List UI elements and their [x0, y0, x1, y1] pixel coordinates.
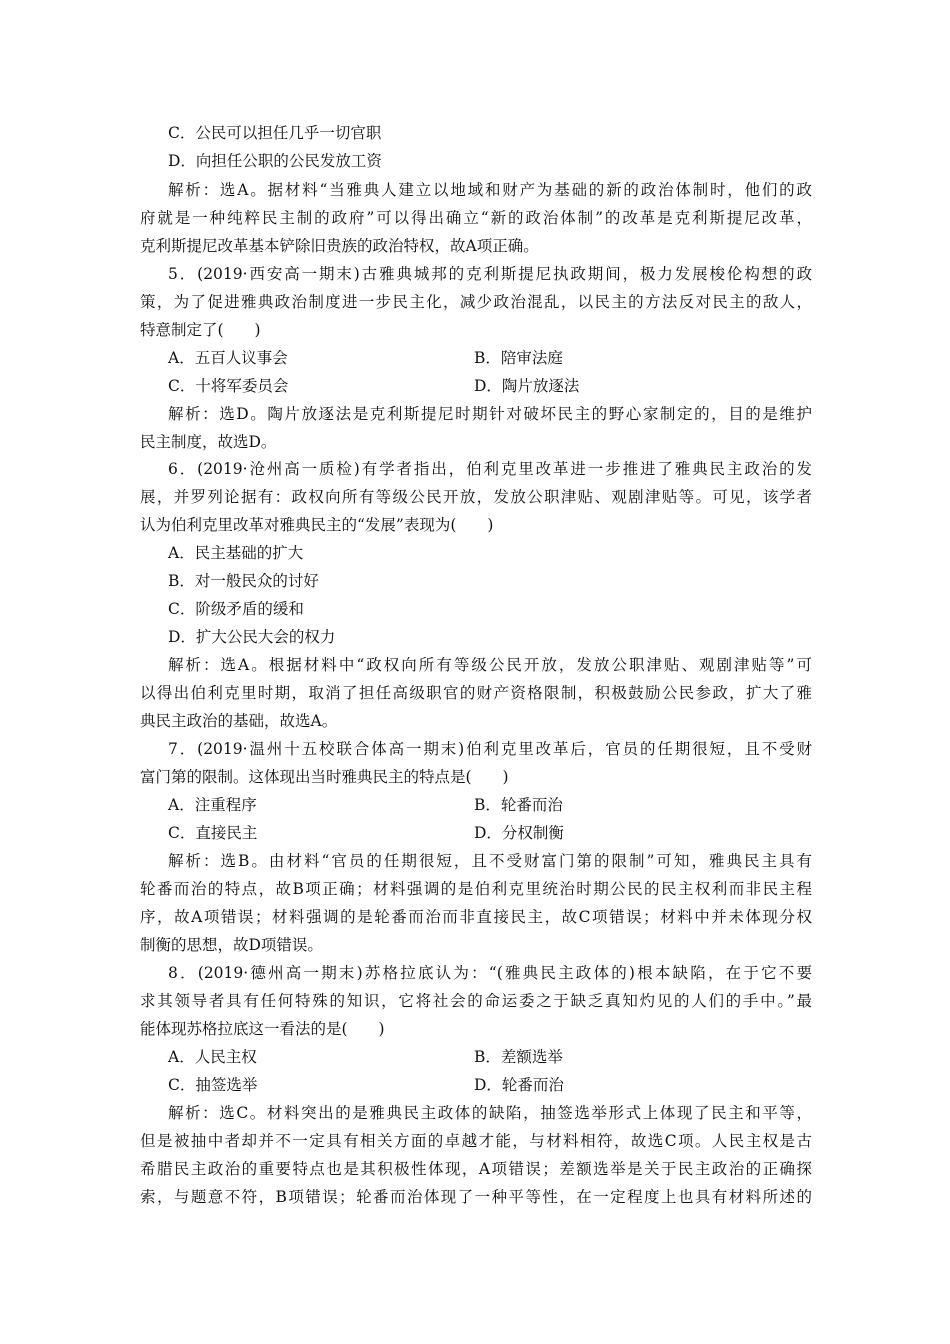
option-c: C．阶级矛盾的缓和: [168, 600, 304, 618]
analysis-text: 以得出伯利克里时期，取消了担任高级职官的财产资格限制，积极鼓励公民参政，扩大了雅: [140, 684, 812, 702]
question-5-stem: 策，为了促进雅典政治制度进一步民主化，减少政治混乱，以民主的方法反对民主的敌人，: [140, 293, 812, 311]
analysis-text: 解析：选A。据材料“当雅典人建立以地域和财产为基础的新的政治体制时，他们的政: [168, 181, 812, 199]
question-8-stem: 能体现苏格拉底这一看法的是( ): [140, 1020, 385, 1038]
option-c: C．十将军委员会: [168, 377, 289, 395]
question-6-stem: 展，并罗列论据有：政权向所有等级公民开放，发放公职津贴、观剧津贴等。可见，该学者: [140, 488, 812, 506]
option-b: B．陪审法庭: [474, 349, 563, 367]
analysis-text: 解析：选C。材料突出的是雅典民主政体的缺陷，抽签选举形式上体现了民主和平等，: [168, 1104, 812, 1122]
option-d: D．扩大公民大会的权力: [168, 628, 336, 646]
option-d: D．分权制衡: [474, 824, 564, 842]
analysis-text: 民主制度，故选D。: [140, 433, 277, 451]
option-d: D．陶片放逐法: [474, 377, 580, 395]
question-5-stem: 5．(2019·西安高一期末)古雅典城邦的克利斯提尼执政期间，极力发展梭伦构想的政: [168, 265, 812, 283]
analysis-text: 解析：选D。陶片放逐法是克利斯提尼时期针对破坏民主的野心家制定的，目的是维护: [168, 405, 812, 423]
option-c: C．抽签选举: [168, 1076, 258, 1094]
option-b: B．对一般民众的讨好: [168, 572, 319, 590]
question-6-stem: 6．(2019·沧州高一质检)有学者指出，伯利克里改革进一步推进了雅典民主政治的发: [168, 460, 812, 478]
analysis-text: 希腊民主政治的重要特点也是其积极性体现，A项错误；差额选举是关于民主政治的正确探: [140, 1160, 812, 1178]
option-d: D．轮番而治: [474, 1076, 564, 1094]
question-8-stem: 8．(2019·德州高一期末)苏格拉底认为：“(雅典民主政体的)根本缺陷，在于它不要: [168, 964, 812, 982]
option-b: B．差额选举: [474, 1048, 563, 1066]
question-8-stem: 求其领导者具有任何特殊的知识，它将社会的命运委之于缺乏真知灼见的人们的手中。”最: [140, 992, 812, 1010]
option-a: A．人民主权: [168, 1048, 257, 1066]
analysis-text: 但是被抽中者却并不一定具有相关方面的卓越才能，与材料相符，故选C项。人民主权是古: [140, 1132, 812, 1150]
analysis-text: 制衡的思想，故D项错误。: [140, 936, 323, 954]
option-a: A．五百人议事会: [168, 349, 288, 367]
analysis-text: 序，故A项错误；材料强调的是轮番而治而非直接民主，故C项错误；材料中并未体现分权: [140, 908, 812, 926]
option-c: C．直接民主: [168, 824, 258, 842]
option-b: B．轮番而治: [474, 796, 563, 814]
analysis-text: 克利斯提尼改革基本铲除旧贵族的政治特权，故A项正确。: [140, 237, 539, 255]
question-5-stem: 特意制定了( ): [140, 321, 261, 339]
question-6-stem: 认为伯利克里改革对雅典民主的“发展”表现为( ): [140, 516, 494, 534]
analysis-text: 解析：选B。由材料“官员的任期很短，且不受财富门第的限制”可知，雅典民主具有: [168, 852, 812, 870]
option-c: C．公民可以担任几乎一切官职: [168, 124, 382, 142]
question-7-stem: 富门第的限制。这体现出当时雅典民主的特点是( ): [140, 768, 509, 786]
analysis-text: 解析：选A。根据材料中“政权向所有等级公民开放，发放公职津贴、观剧津贴等”可: [168, 656, 812, 674]
option-a: A．民主基础的扩大: [168, 544, 304, 562]
option-a: A．注重程序: [168, 796, 257, 814]
analysis-text: 索，与题意不符，B项错误；轮番而治体现了一种平等性，在一定程度上也具有材料所述的: [140, 1188, 812, 1206]
question-7-stem: 7．(2019·温州十五校联合体高一期末)伯利克里改革后，官员的任期很短，且不受财: [168, 740, 812, 758]
analysis-text: 轮番而治的特点，故B项正确；材料强调的是伯利克里统治时期公民的民主权利而非民主程: [140, 880, 812, 898]
option-d: D．向担任公职的公民发放工资: [168, 152, 382, 170]
analysis-text: 典民主政治的基础，故选A。: [140, 712, 338, 730]
analysis-text: 府就是一种纯粹民主制的政府”可以得出确立“新的政治体制”的改革是克利斯提尼改革，: [140, 209, 812, 227]
